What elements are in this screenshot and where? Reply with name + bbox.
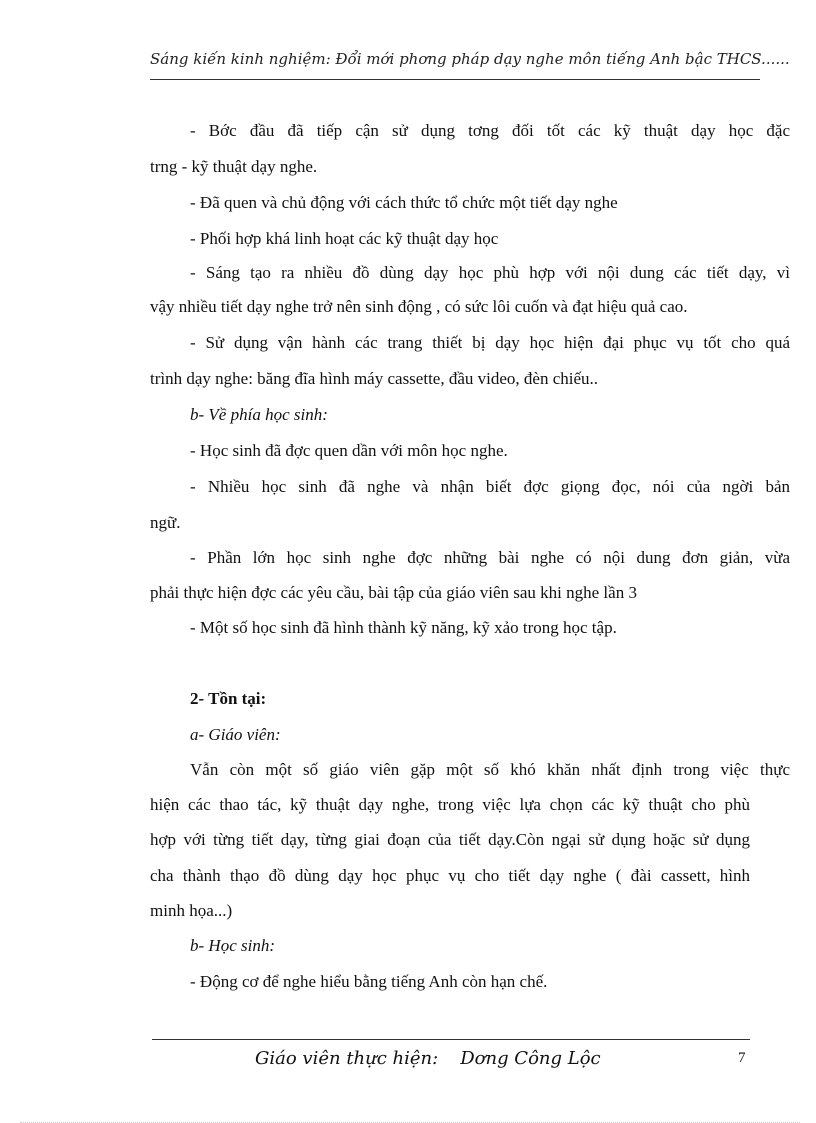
subheading-teachers: a- Giáo viên: bbox=[190, 725, 281, 744]
footer-author-name: Dơng Công Lộc bbox=[460, 1048, 601, 1069]
text-line: - Đã quen và chủ động với cách thức tổ chức một tiết dạy nghe bbox=[190, 193, 618, 212]
text-line: trng - kỹ thuật dạy nghe. bbox=[150, 157, 318, 176]
section-heading-ton-tai: 2- Tồn tại: bbox=[190, 689, 267, 708]
subheading-students: b- Về phía học sinh: bbox=[190, 405, 328, 424]
text-line: trình dạy nghe: băng đĩa hình máy cassette, đầu video, đèn chiếu.. bbox=[150, 369, 599, 388]
subheading-students: b- Học sinh: bbox=[190, 936, 275, 955]
text-line: - Sử dụng vận hành các trang thiết bị dạy học hiện đại phục vụ tốt cho quá bbox=[190, 333, 790, 352]
text-line: - Nhiều học sinh đã nghe và nhận biết đợc giọng đọc, nói của ngời bản bbox=[190, 477, 790, 496]
text-line: hiện các thao tác, kỹ thuật dạy nghe, trong việc lựa chọn các kỹ thuật cho phù bbox=[150, 795, 750, 814]
text-line: hợp với từng tiết dạy, từng giai đoạn của tiết dạy.Còn ngại sử dụng hoặc sử dụng bbox=[150, 830, 750, 849]
page-header-title: Sáng kiến kinh nghiệm: Đổi mới phơng pháp dạy nghe môn tiếng Anh bậc THCS...... bbox=[150, 50, 790, 68]
header-rule bbox=[150, 79, 760, 80]
page-footer bbox=[255, 1048, 655, 1069]
text-line: - Phần lớn học sinh nghe đợc những bài nghe có nội dung đơn giản, vừa bbox=[190, 548, 790, 567]
page-number: 7 bbox=[738, 1050, 746, 1066]
text-line: - Động cơ để nghe hiểu bằng tiếng Anh còn hạn chế. bbox=[190, 972, 548, 991]
text-line: - Bớc đầu đã tiếp cận sử dụng tơng đối tốt các kỹ thuật dạy học đặc bbox=[190, 121, 790, 140]
text-line: - Phối hợp khá linh hoạt các kỹ thuật dạy học bbox=[190, 229, 499, 248]
text-line: vậy nhiều tiết dạy nghe trở nên sinh động , có sức lôi cuốn và đạt hiệu quả cao. bbox=[150, 297, 688, 316]
text-line: Vẫn còn một số giáo viên gặp một số khó khăn nhất định trong việc thực bbox=[190, 760, 790, 779]
footer-label: Giáo viên thực hiện: bbox=[255, 1048, 439, 1069]
text-line: - Một số học sinh đã hình thành kỹ năng, kỹ xảo trong học tập. bbox=[190, 618, 617, 637]
text-line: minh họa...) bbox=[150, 901, 233, 920]
text-line: cha thành thạo đồ dùng dạy học phục vụ cho tiết dạy nghe ( đài cassett, hình bbox=[150, 866, 750, 885]
text-line: phải thực hiện đợc các yêu cầu, bài tập của giáo viên sau khi nghe lần 3 bbox=[150, 583, 637, 602]
footer-rule bbox=[152, 1039, 750, 1040]
text-line: ngữ. bbox=[150, 513, 181, 532]
text-line: - Sáng tạo ra nhiều đồ dùng dạy học phù hợp với nội dung các tiết dạy, vì bbox=[190, 263, 790, 282]
text-line: - Học sinh đã đợc quen dần với môn học nghe. bbox=[190, 441, 508, 460]
